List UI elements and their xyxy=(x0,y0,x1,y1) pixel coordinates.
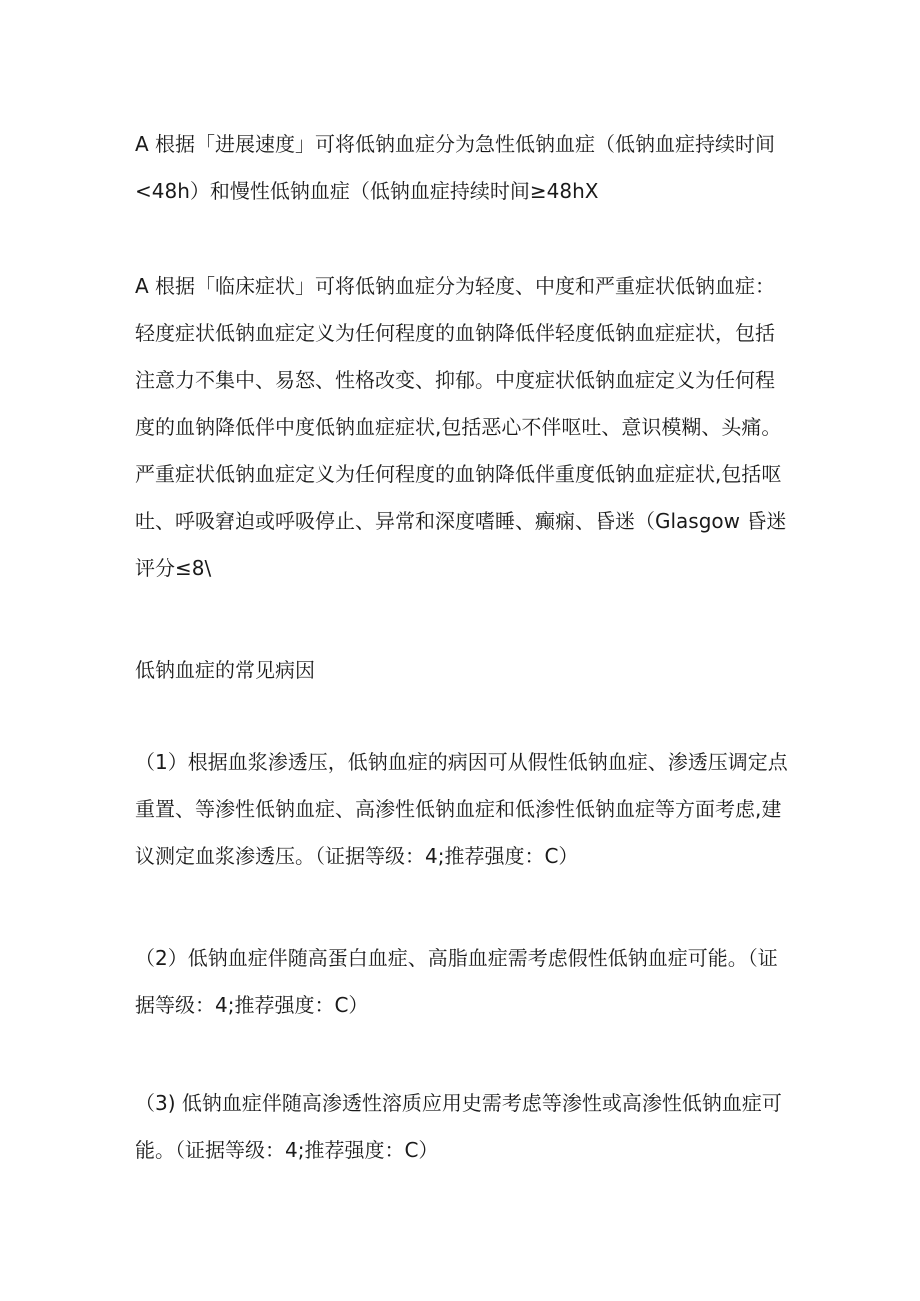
text-line: （2）低钠血症伴随高蛋白血症、高脂血症需考虑假性低钠血症可能。（证 xyxy=(135,946,778,970)
text-line: 注意力不集中、易怒、性格改变、抑郁。中度症状低钠血症定义为任何程 xyxy=(135,368,775,392)
text-line: 能。（证据等级：4;推荐强度：C） xyxy=(135,1138,439,1162)
text-line: A 根据「进展速度」可将低钠血症分为急性低钠血症（低钠血症持续时间 xyxy=(135,132,776,156)
text-line: 严重症状低钠血症定义为任何程度的血钠降低伴重度低钠血症症状,包括呕 xyxy=(135,462,782,486)
text-line: 议测定血浆渗透压。（证据等级：4;推荐强度：C） xyxy=(135,844,579,868)
text-line: 度的血钠降低伴中度低钠血症症状,包括恶心不伴呕吐、意识模糊、头痛。 xyxy=(135,415,782,439)
text-line: 评分≤8\ xyxy=(135,556,212,580)
text-line: A 根据「临床症状」可将低钠血症分为轻度、中度和严重症状低钠血症： xyxy=(135,274,776,298)
text-line: 轻度症状低钠血症定义为任何程度的血钠降低伴轻度低钠血症症状，包括 xyxy=(135,321,775,345)
paragraph-clinical-symptoms xyxy=(135,263,795,592)
section-heading-common-causes xyxy=(135,647,795,694)
paragraph-item-3 xyxy=(135,1080,795,1174)
text-line: 重置、等渗性低钠血症、高渗性低钠血症和低渗性低钠血症等方面考虑,建 xyxy=(135,797,782,821)
paragraph-item-2 xyxy=(135,935,795,1029)
text-line: （1）根据血浆渗透压，低钠血症的病因可从假性低钠血症、渗透压调定点 xyxy=(135,750,788,774)
paragraph-progression-speed xyxy=(135,121,795,215)
text-line: <48h）和慢性低钠血症（低钠血症持续时间≥48hX xyxy=(135,179,599,203)
text-line: 吐、呼吸窘迫或呼吸停止、异常和深度嗜睡、癫痫、昏迷（Glasgow 昏迷 xyxy=(135,509,787,533)
text-line: （3) 低钠血症伴随高渗透性溶质应用史需考虑等渗性或高渗性低钠血症可 xyxy=(135,1091,782,1115)
heading-line: 低钠血症的常见病因 xyxy=(135,658,315,682)
paragraph-item-1 xyxy=(135,739,795,880)
text-line: 据等级：4;推荐强度：C） xyxy=(135,993,369,1017)
